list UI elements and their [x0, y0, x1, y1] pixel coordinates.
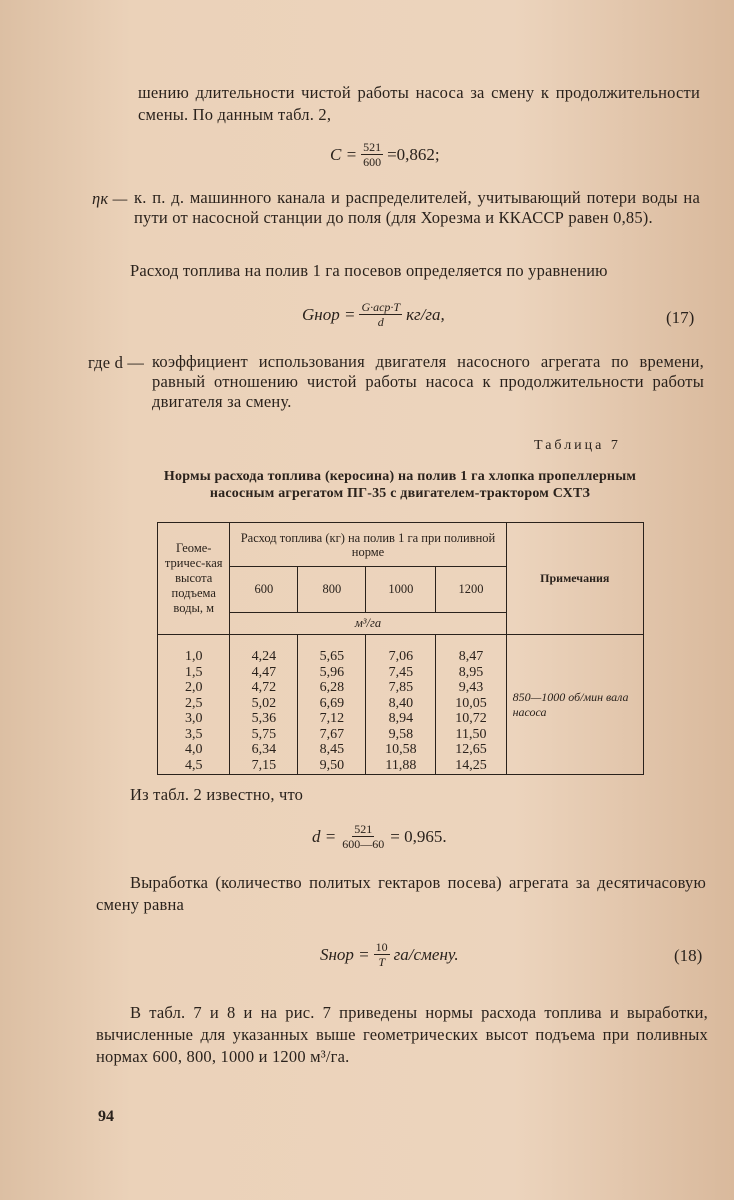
formula-18-fraction: [374, 940, 390, 969]
paragraph-intro: шению длительности чистой работы насоса за смену к продолжительности смены. По данным табл. 2,: [138, 83, 700, 124]
formula-18-numerator: 10: [375, 940, 388, 954]
unit-row: м³/га: [230, 613, 506, 635]
cell-value: 6,69: [319, 695, 345, 711]
formula-17: [302, 300, 445, 329]
formula-c-numerator: 521: [363, 140, 382, 154]
height-value: 1,5: [184, 664, 203, 680]
cell-value: 5,96: [319, 664, 345, 680]
height-value: 2,0: [184, 680, 203, 695]
table-note: 850—1000 об/мин вала насоса: [506, 635, 643, 775]
cell-value: 11,50: [455, 726, 487, 742]
formula-d-lhs: d =: [312, 826, 337, 846]
table-title: Нормы расхода топлива (керосина) на полив 1 га хлопка пропеллерным насосным агрегатом ПГ-35 с двигателем-трактором СХТЗ: [163, 469, 637, 501]
paragraph-fuel: Расход топлива на полив 1 га посевов определяется по уравнению: [130, 261, 608, 280]
cell-value: 5,36: [251, 711, 277, 726]
eta-definition: к. п. д. машинного канала и распределителей, учитывающий потери воды на пути от насосной станции до поля (для Хорезма и ККАССР равен 0,85).: [134, 188, 700, 227]
d-prefix: где d —: [88, 353, 145, 372]
cell-value: 4,72: [251, 680, 277, 695]
paragraph-summary: В табл. 7 и 8 и на рис. 7 приведены нормы расхода топлива и выработки, вычисленные для указанных выше геометрических высот подъема при поливных нормах 600, 800, 1000 и 1200 м³/га.: [96, 1003, 708, 1066]
header-height: Геоме-тричес-кая высота подъема воды, м: [158, 523, 230, 635]
formula-17-numerator: G·aср·T: [361, 300, 401, 314]
column-height: [158, 635, 230, 775]
cell-value: 5,65: [319, 649, 345, 664]
formula-17-fraction: [359, 300, 402, 329]
formula-17-rhs: кг/га,: [406, 304, 445, 324]
formula-18-denominator: T: [378, 955, 385, 969]
cell-value: 9,43: [458, 680, 484, 695]
cell-value: 8,47: [458, 649, 484, 664]
cell-value: 10,05: [455, 695, 487, 711]
table-label: Таблица 7: [534, 438, 621, 453]
column-1200: [436, 635, 506, 775]
column-800: [298, 635, 366, 775]
cell-value: 9,50: [319, 757, 345, 773]
formula-18-rhs: га/смену.: [393, 944, 459, 964]
column-600: [230, 635, 298, 775]
cell-value: 8,95: [458, 664, 484, 680]
equation-number-17: (17): [666, 308, 695, 327]
formula-18-lhs: Sнор =: [320, 944, 370, 964]
column-1000: [366, 635, 436, 775]
formula-c-lhs: C =: [330, 144, 358, 164]
header-fuel: Расход топлива (кг) на полив 1 га при поливной норме: [230, 523, 506, 567]
formula-d-numerator: 521: [354, 822, 373, 836]
height-value: 4,5: [184, 757, 203, 773]
d-definition: коэффициент использования двигателя насосного агрегата по времени, равный отношению чистой работы насоса к продолжительности работы двигателя за смену.: [152, 352, 704, 411]
header-note: Примечания: [506, 523, 643, 635]
fuel-norm-table: [157, 522, 644, 775]
equation-number-18: (18): [674, 946, 703, 965]
cell-value: 6,28: [319, 680, 345, 695]
norm-600: 600: [230, 567, 298, 613]
formula-d-denominator: 600—60: [342, 837, 385, 851]
norm-800: 800: [298, 567, 366, 613]
formula-d: [312, 822, 447, 851]
cell-value: 7,67: [319, 726, 345, 742]
cell-value: 7,45: [388, 664, 414, 680]
cell-value: 5,75: [251, 726, 277, 742]
formula-c: [330, 140, 440, 169]
paragraph-output: Выработка (количество политых гектаров посева) агрегата за десятичасовую смену равна: [96, 873, 706, 914]
cell-value: 14,25: [455, 757, 487, 773]
cell-value: 4,24: [251, 649, 277, 664]
cell-value: 6,34: [251, 742, 277, 757]
cell-value: 5,02: [251, 695, 277, 711]
norm-1000: 1000: [366, 567, 436, 613]
formula-17-lhs: Gнор =: [302, 304, 356, 324]
cell-value: 8,40: [388, 695, 414, 711]
cell-value: 8,94: [388, 711, 414, 726]
cell-value: 9,58: [388, 726, 414, 742]
formula-d-fraction: [340, 822, 386, 851]
height-value: 3,5: [184, 726, 203, 742]
cell-value: 12,65: [455, 742, 487, 757]
height-value: 3,0: [184, 711, 203, 726]
paragraph-known: Из табл. 2 известно, что: [130, 785, 304, 804]
height-value: 2,5: [184, 695, 203, 711]
norm-1200: 1200: [436, 567, 506, 613]
cell-value: 10,72: [455, 711, 487, 726]
formula-d-rhs: = 0,965.: [390, 826, 447, 846]
cell-value: 7,12: [319, 711, 345, 726]
cell-value: 11,88: [385, 757, 417, 773]
cell-value: 4,47: [251, 664, 277, 680]
cell-value: 7,15: [251, 757, 277, 773]
height-value: 4,0: [184, 742, 203, 757]
formula-17-denominator: d: [377, 315, 384, 329]
cell-value: 10,58: [385, 742, 417, 757]
formula-c-rhs: =0,862;: [387, 144, 440, 164]
formula-c-fraction: [361, 140, 383, 169]
cell-value: 7,06: [388, 649, 414, 664]
page-number: 94: [98, 1108, 114, 1125]
cell-value: 8,45: [319, 742, 345, 757]
eta-symbol: ηк —: [92, 189, 128, 208]
formula-18: [320, 940, 459, 969]
formula-c-denominator: 600: [363, 155, 382, 169]
cell-value: 7,85: [388, 680, 414, 695]
height-value: 1,0: [184, 649, 203, 664]
